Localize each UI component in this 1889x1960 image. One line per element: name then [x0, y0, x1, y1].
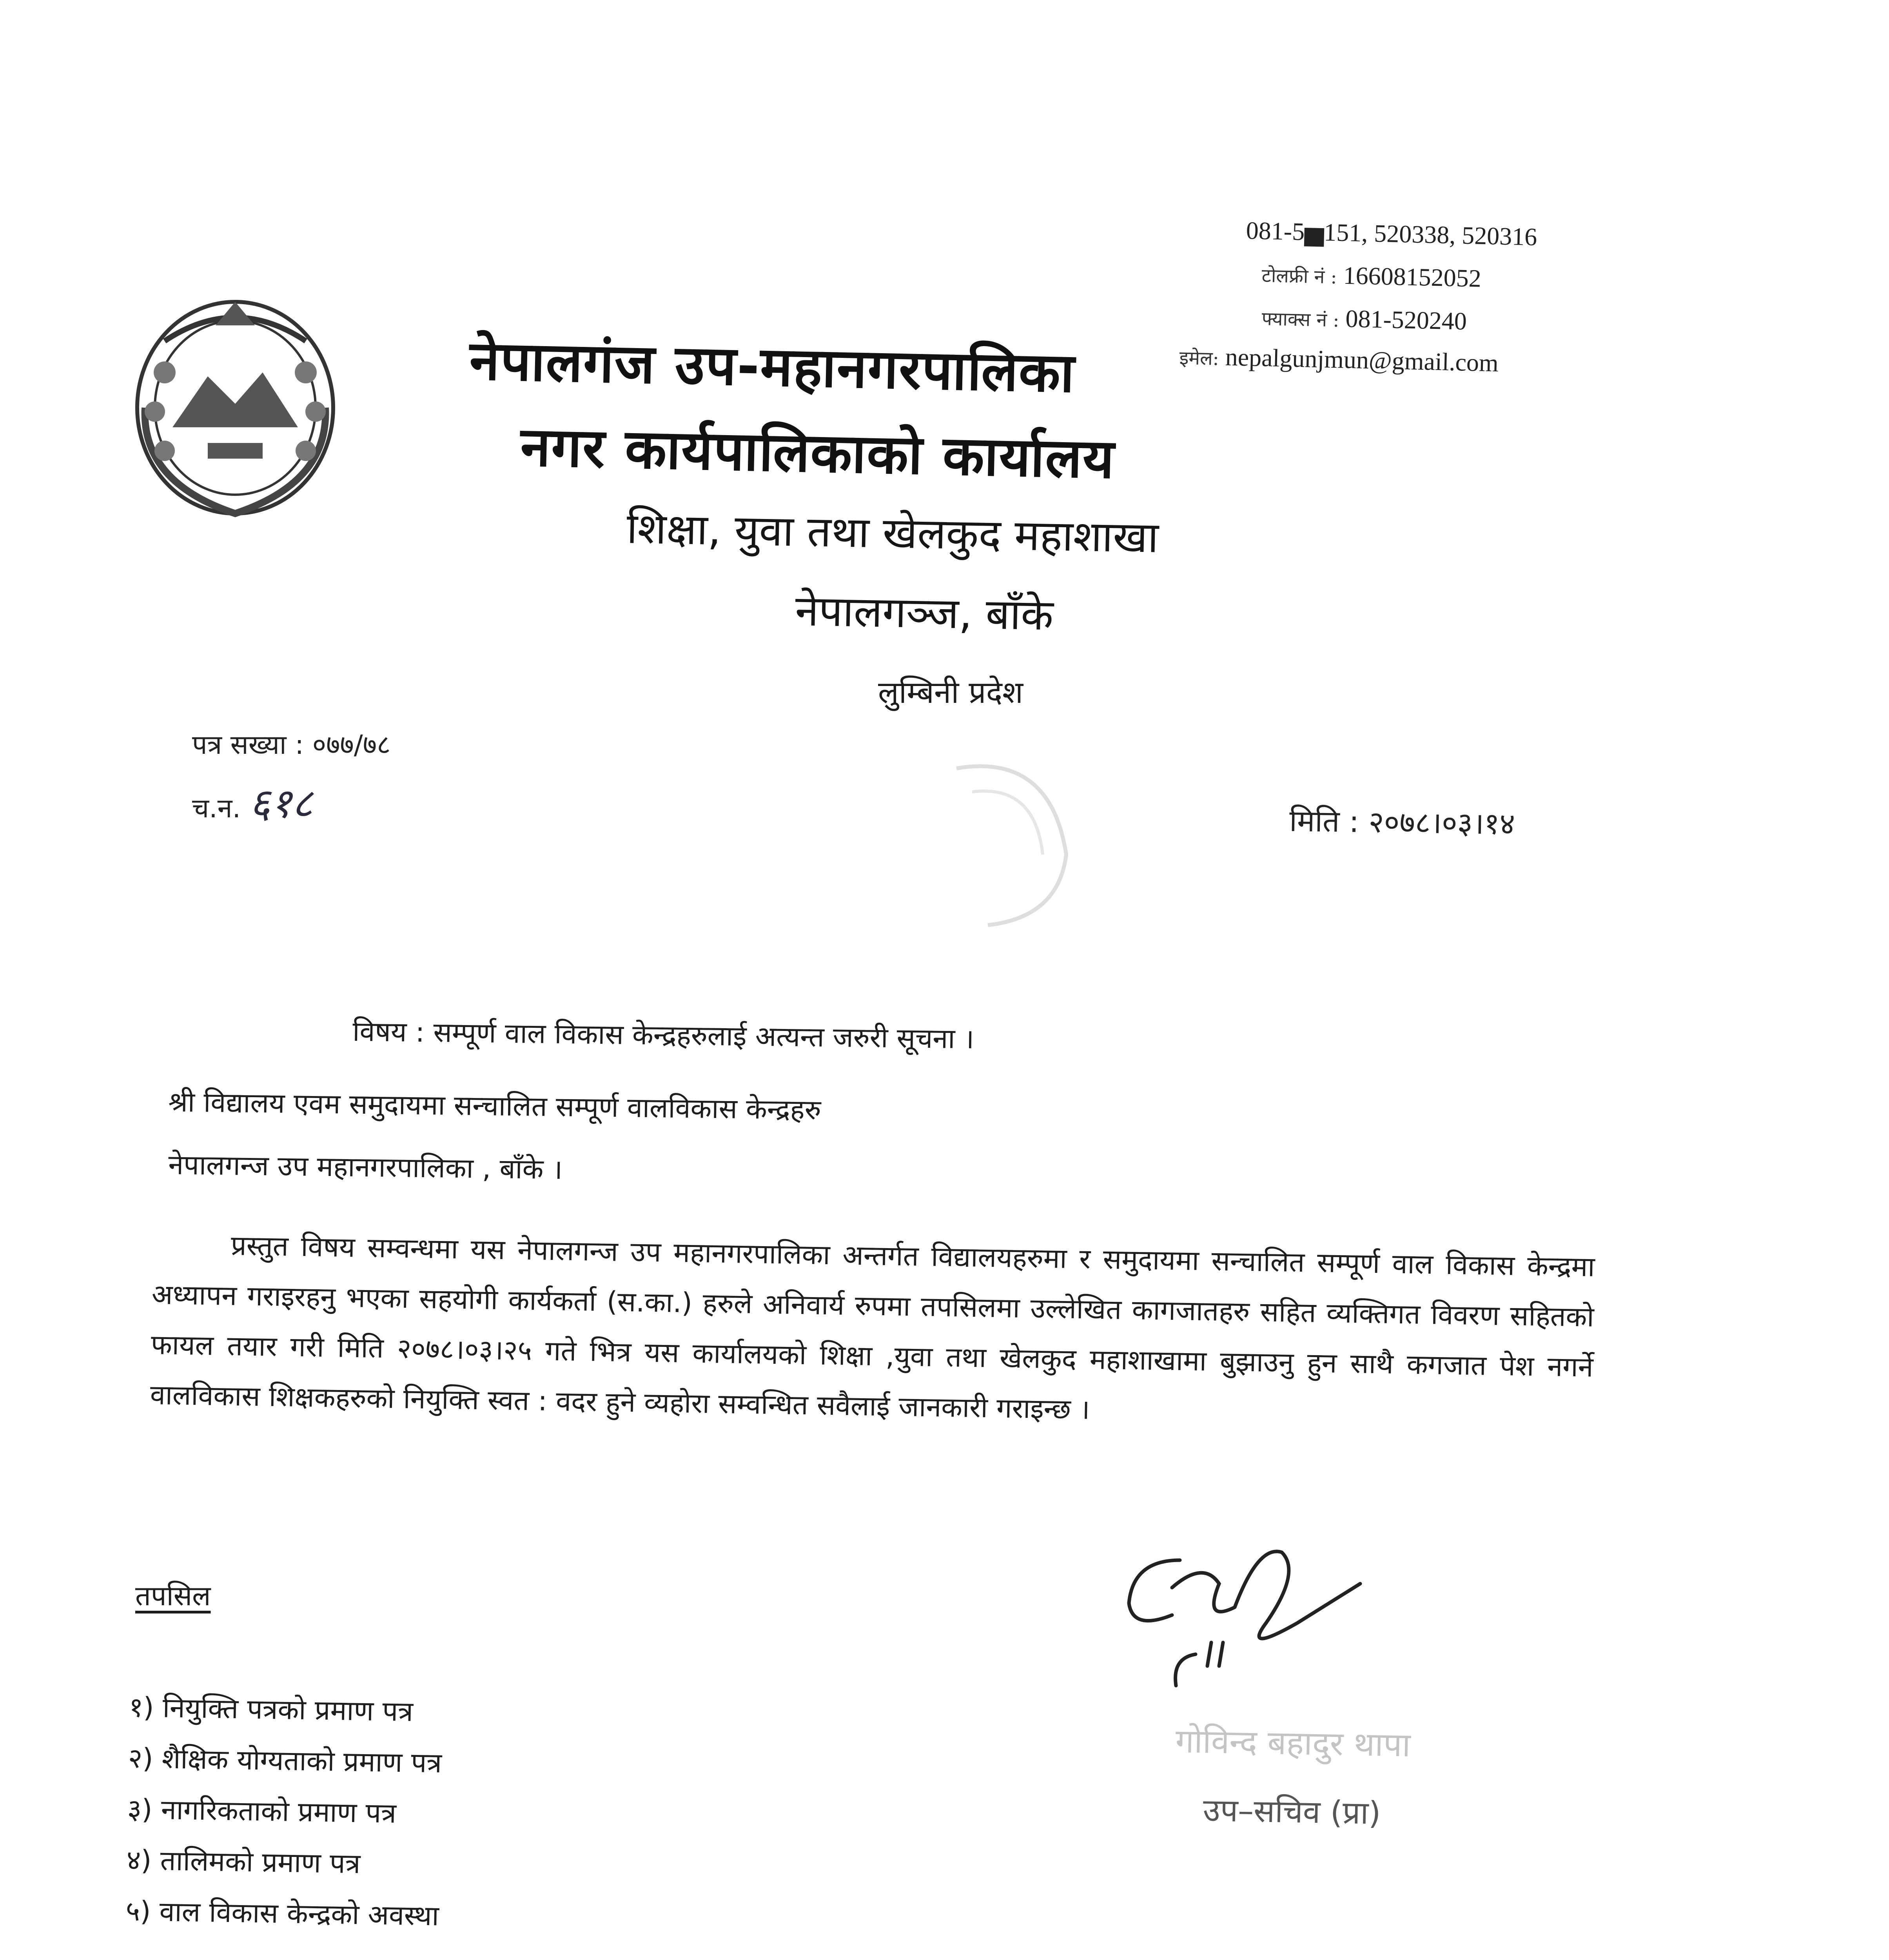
- email-line: [1179, 337, 1499, 384]
- province-title: लुम्बिनी प्रदेश: [878, 675, 1023, 710]
- tapsil-list: [125, 1682, 443, 1941]
- fax-number: 081-520240: [1345, 304, 1467, 335]
- contact-block: [1246, 212, 1538, 256]
- addressee-line-1: श्री विद्यालय एवम समुदायमा सन्चालित सम्पूर्ण वालविकास केन्द्रहरु: [168, 1085, 822, 1126]
- tapsil-heading: तपसिल: [135, 1580, 211, 1612]
- list-item: २) शैक्षिक योग्यताको प्रमाण पत्र: [128, 1742, 442, 1779]
- tollfree-number: 16608152052: [1343, 261, 1482, 292]
- office-title: नगर कार्यपालिकाको कार्यालय: [520, 415, 1116, 491]
- email-label: इमेल:: [1179, 347, 1219, 370]
- letter-subject: विषय : सम्पूर्ण वाल विकास केन्द्रहरुलाई अत्यन्त जरुरी सूचना ।: [352, 1015, 974, 1055]
- municipality-title: नेपालगंज उप-महानगरपालिका: [469, 328, 1076, 405]
- dispatch-label: च.न.: [192, 793, 241, 824]
- location-title: नेपालगञ्ज, बाँके: [795, 586, 1054, 640]
- signatory-title: उप–सचिव (प्रा): [1203, 1791, 1381, 1831]
- list-item: ३) नागरिकताको प्रमाण पत्र: [127, 1793, 397, 1829]
- tollfree-label: टोलफ्री नं :: [1261, 264, 1337, 289]
- signatory-name: गोविन्द बहादुर थापा: [1175, 1721, 1411, 1764]
- signature-icon: [1117, 1537, 1392, 1740]
- faint-stamp-icon: [933, 737, 1098, 941]
- dispatch-number: ६१८: [249, 779, 313, 827]
- letter-body: प्रस्तुत विषय सम्वन्धमा यस नेपालगन्ज उप महानगरपालिका अन्तर्गत विद्यालयहरुमा र समुदायमा सन्चालित सम्पूर्ण वाल विकास केन्द्रमा अध्यापन गराइरहनु भएका सहयोगी कार्यकर्ता (स.का.) हरुले अनिवार्य रुपमा तपसिलमा उल्लेखित कागजातहरु सहित व्यक्तिगत विवरण सहितको फायल तयार गरी मिति २०७८।०३।२५ गते भित्र यस कार्यालयको शिक्षा ,युवा तथा खेलकुद महाशाखामा बुझाउनु हुन साथै कगजात पेश नगर्ने वालविकास शिक्षकहरुको नियुक्ति स्वत : वदर हुने व्यहोरा सम्वन्धित सवैलाई जानकारी गराइन्छ ।: [150, 1229, 1595, 1426]
- letter-number: पत्र सख्या : ०७७/७८: [192, 730, 391, 760]
- email-address: nepalgunjmun@gmail.com: [1225, 343, 1499, 377]
- tollfree-line: [1261, 255, 1482, 299]
- division-title: शिक्षा, युवा तथा खेलकुद महाशाखा: [626, 504, 1159, 563]
- letter-date: मिति : २०७८।०३।१४: [1289, 803, 1515, 842]
- addressee-line-2: नेपालगन्ज उप महानगरपालिका , बाँके ।: [168, 1148, 563, 1186]
- phone-numbers: 081-5▅151, 520338, 520316: [1246, 216, 1538, 251]
- fax-label: फ्याक्स नं :: [1261, 307, 1340, 332]
- list-item: ४) तालिमको प्रमाण पत्र: [126, 1844, 361, 1880]
- fax-line: [1261, 298, 1467, 342]
- list-item: ५) वाल विकास केन्द्रको अवस्था: [125, 1895, 439, 1932]
- nepal-emblem-icon: [118, 278, 353, 529]
- list-item: १) नियुक्ति पत्रको प्रमाण पत्र: [129, 1691, 414, 1728]
- dispatch-line: [192, 774, 313, 829]
